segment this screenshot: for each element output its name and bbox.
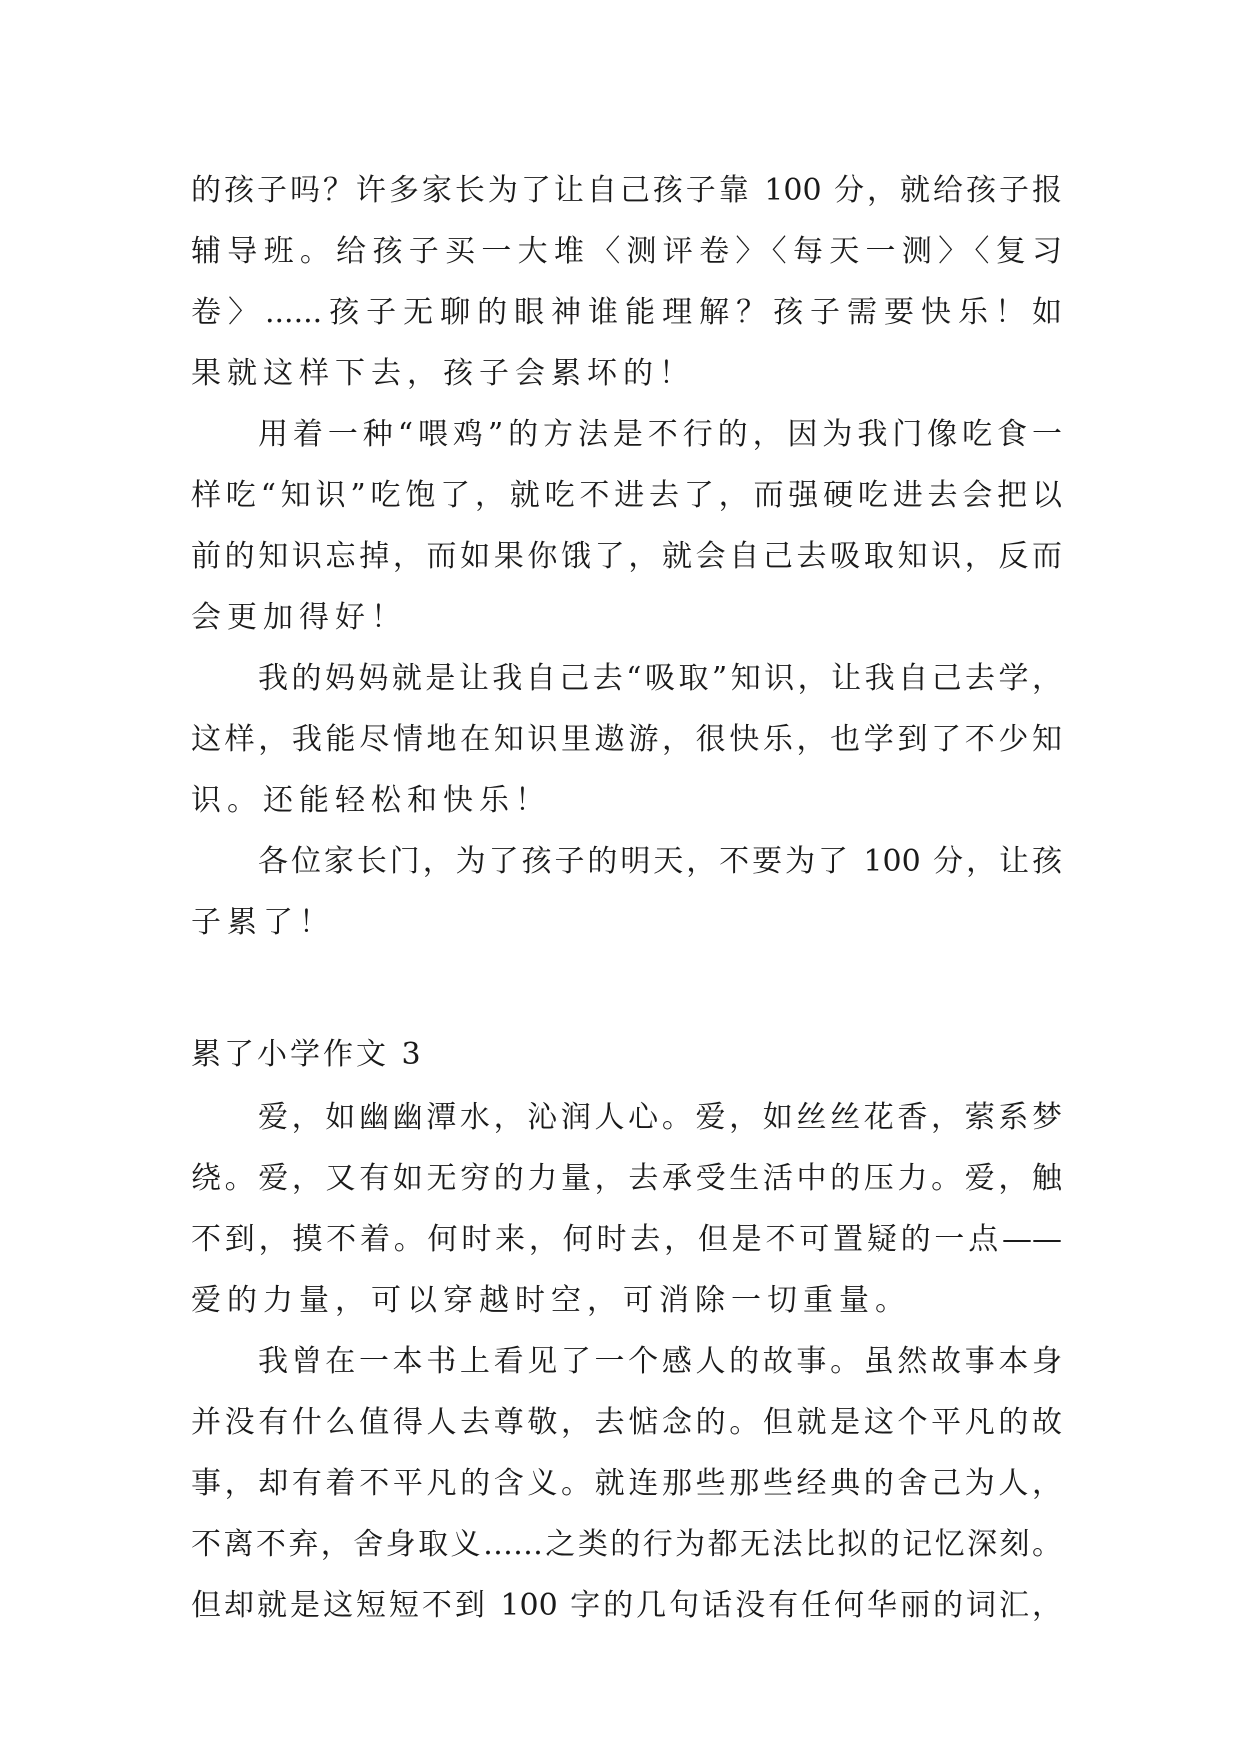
text-line: 爱的力量，可以穿越时空，可消除一切重量。 [191, 1283, 911, 1318]
text-line: 不到，摸不着。何时来，何时去，但是不可置疑的一点—— [191, 1222, 1062, 1257]
text-line: 果就这样下去，孩子会累坏的！ [191, 356, 695, 391]
text-line: 卷〉......孩子无聊的眼神谁能理解？孩子需要快乐！如 [191, 295, 1062, 330]
text-line: 用着一种“喂鸡”的方法是不行的，因为我门像吃食一 [258, 417, 1062, 452]
text-line: 前的知识忘掉，而如果你饿了，就会自己去吸取知识，反而 [191, 539, 1062, 574]
section-heading: 累了小学作文 3 [191, 1037, 424, 1072]
text-line: 爱，如幽幽潭水，沁润人心。爱，如丝丝花香，萦系梦 [258, 1100, 1062, 1135]
text-line: 事，却有着不平凡的含义。就连那些那些经典的舍己为人， [191, 1466, 1062, 1501]
paragraph [191, 831, 1062, 953]
paragraph [191, 404, 1062, 648]
paragraph [191, 1331, 1062, 1636]
paragraph [191, 160, 1062, 404]
paragraph [191, 648, 1062, 831]
text-line: 并没有什么值得人去尊敬，去惦念的。但就是这个平凡的故 [191, 1405, 1062, 1440]
text-line: 绕。爱，又有如无穷的力量，去承受生活中的压力。爱，触 [191, 1161, 1062, 1196]
text-line: 样吃“知识”吃饱了，就吃不进去了，而强硬吃进去会把以 [191, 478, 1062, 513]
text-line: 我曾在一本书上看见了一个感人的故事。虽然故事本身 [258, 1344, 1062, 1379]
section-gap [191, 953, 1062, 1023]
text-line: 不离不弃，舍身取义……之类的行为都无法比拟的记忆深刻。 [191, 1527, 1062, 1562]
text-line: 这样，我能尽情地在知识里遨游，很快乐，也学到了不少知 [191, 722, 1062, 757]
text-line: 会更加得好！ [191, 600, 407, 635]
text-line: 各位家长门，为了孩子的明天，不要为了 100 分，让孩 [258, 844, 1062, 879]
document-page [191, 160, 1062, 1636]
text-line: 但却就是这短短不到 100 字的几句话没有任何华丽的词汇， [191, 1588, 1062, 1623]
paragraph [191, 1087, 1062, 1331]
text-line: 的孩子吗？许多家长为了让自己孩子靠 100 分，就给孩子报 [191, 173, 1062, 208]
text-line: 子累了！ [191, 905, 335, 940]
text-line: 识。还能轻松和快乐！ [191, 783, 551, 818]
text-line: 我的妈妈就是让我自己去“吸取”知识，让我自己去学， [258, 661, 1062, 696]
text-line: 辅导班。给孩子买一大堆〈测评卷〉〈每天一测〉〈复习 [191, 234, 1062, 269]
